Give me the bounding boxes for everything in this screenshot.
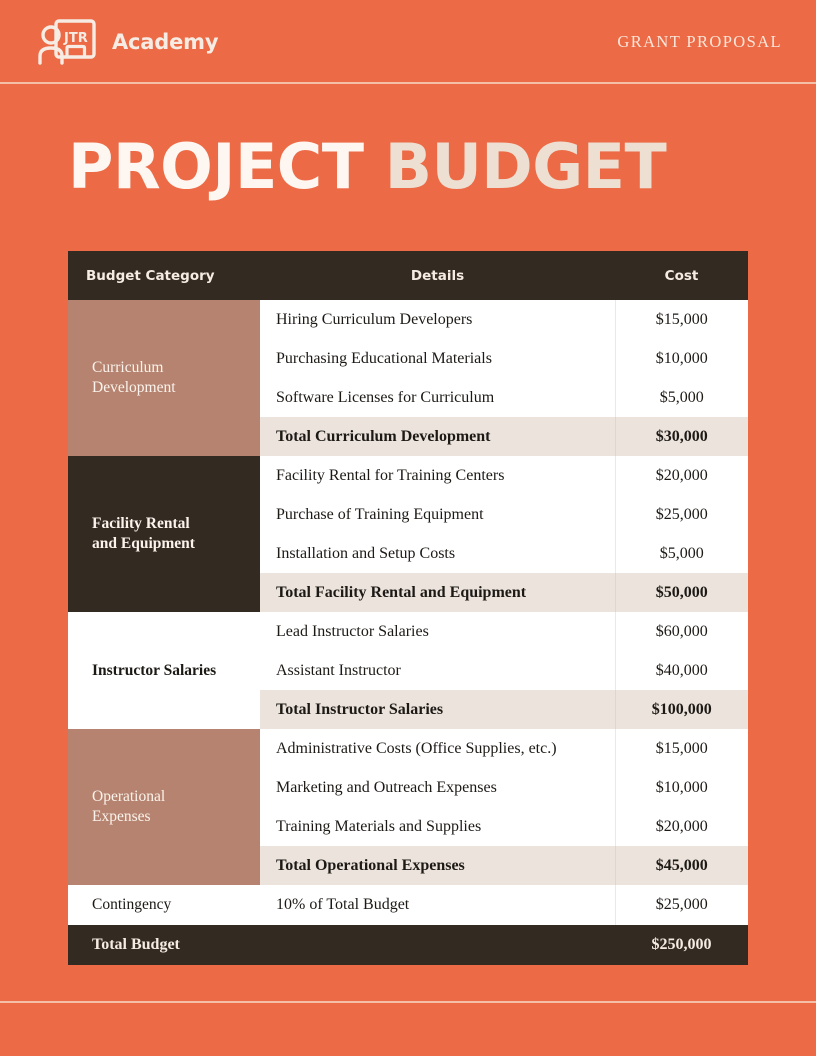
column-header-category: Budget Category (68, 251, 260, 300)
detail-cell: Administrative Costs (Office Supplies, etc.) (260, 729, 615, 768)
page-title-word-1: PROJECT (68, 130, 364, 203)
contingency-detail: 10% of Total Budget (260, 885, 615, 925)
contingency-label: Contingency (68, 885, 260, 925)
detail-cell: Assistant Instructor (260, 651, 615, 690)
detail-cell: Purchase of Training Equipment (260, 495, 615, 534)
category-label-line-1: Curriculum (92, 359, 164, 376)
section-total-label: Total Curriculum Development (260, 417, 615, 456)
category-cell-curriculum-development (68, 300, 260, 456)
category-label-line-1: Operational (92, 788, 166, 805)
category-cell-facility-rental-and-equipment (68, 456, 260, 612)
section-total-label: Total Operational Expenses (260, 846, 615, 885)
table-row (68, 729, 748, 768)
detail-cell: Lead Instructor Salaries (260, 612, 615, 651)
section-total-cost: $30,000 (615, 417, 748, 456)
page-title-word-2: BUDGET (384, 130, 667, 203)
cost-cell: $20,000 (615, 456, 748, 495)
detail-cell: Hiring Curriculum Developers (260, 300, 615, 339)
budget-table (68, 251, 748, 965)
cost-cell: $60,000 (615, 612, 748, 651)
table-row (68, 456, 748, 495)
header-divider (0, 82, 816, 84)
document-type-label: GRANT PROPOSAL (617, 31, 782, 51)
table-row (68, 612, 748, 651)
section-total-cost: $50,000 (615, 573, 748, 612)
cost-cell: $15,000 (615, 300, 748, 339)
brand-name: Academy (112, 29, 219, 54)
category-label-line-2: and Equipment (92, 535, 195, 552)
brand-lockup (38, 18, 218, 66)
column-header-details: Details (260, 251, 615, 300)
category-label-line-1: Instructor Salaries (92, 661, 217, 679)
cost-cell: $20,000 (615, 807, 748, 846)
category-cell-operational-expenses (68, 729, 260, 885)
grand-total-detail (260, 925, 615, 965)
section-total-label: Total Instructor Salaries (260, 690, 615, 729)
table-header-row (68, 251, 748, 300)
footer-divider (0, 1001, 816, 1003)
detail-cell: Software Licenses for Curriculum (260, 378, 615, 417)
page-header (0, 0, 816, 83)
cost-cell: $5,000 (615, 534, 748, 573)
budget-table-header (68, 251, 748, 300)
contingency-row (68, 885, 748, 925)
category-label-line-2: Expenses (92, 808, 151, 825)
grand-total-row (68, 925, 748, 965)
cost-cell: $5,000 (615, 378, 748, 417)
classroom-presentation-icon (38, 18, 98, 66)
table-row (68, 300, 748, 339)
cost-cell: $25,000 (615, 495, 748, 534)
section-total-cost: $100,000 (615, 690, 748, 729)
grand-total-cost: $250,000 (615, 925, 748, 965)
cost-cell: $10,000 (615, 339, 748, 378)
section-total-label: Total Facility Rental and Equipment (260, 573, 615, 612)
section-total-cost: $45,000 (615, 846, 748, 885)
grand-total-label: Total Budget (68, 925, 260, 965)
cost-cell: $40,000 (615, 651, 748, 690)
detail-cell: Facility Rental for Training Centers (260, 456, 615, 495)
detail-cell: Training Materials and Supplies (260, 807, 615, 846)
detail-cell: Marketing and Outreach Expenses (260, 768, 615, 807)
category-cell-instructor-salaries (68, 612, 260, 729)
page-title (68, 130, 667, 203)
column-header-cost: Cost (615, 251, 748, 300)
detail-cell: Purchasing Educational Materials (260, 339, 615, 378)
cost-cell: $10,000 (615, 768, 748, 807)
budget-table-body (68, 300, 748, 965)
detail-cell: Installation and Setup Costs (260, 534, 615, 573)
cost-cell: $15,000 (615, 729, 748, 768)
category-label-line-1: Facility Rental (92, 515, 190, 532)
svg-text:JTR: JTR (64, 30, 88, 46)
category-label-line-2: Development (92, 379, 176, 396)
contingency-cost: $25,000 (615, 885, 748, 925)
